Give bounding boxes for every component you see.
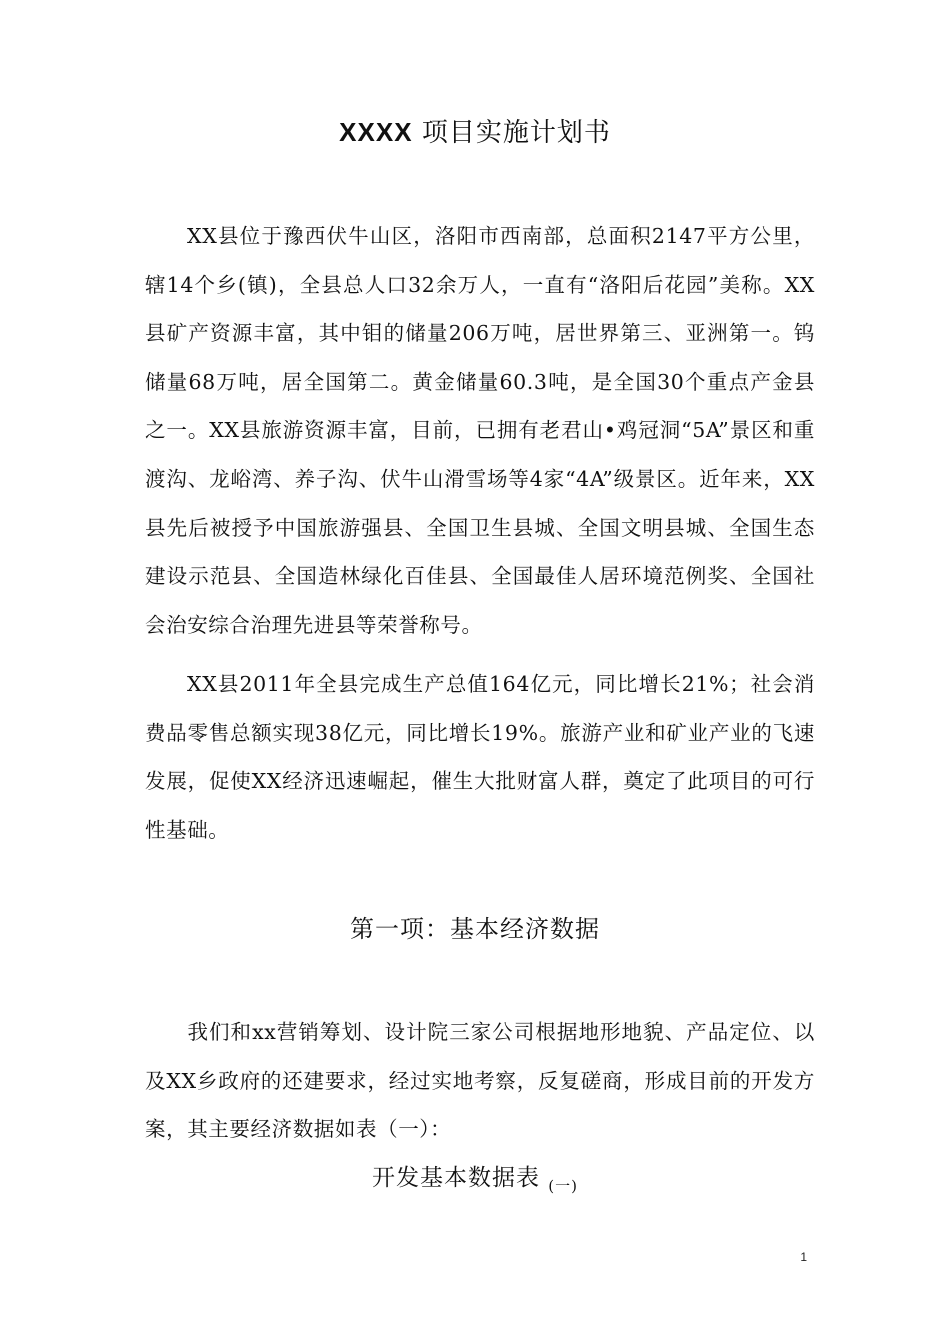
paragraph-county-overview [145, 212, 815, 649]
paragraph-text: XX县位于豫西伏牛山区，洛阳市西南部，总面积2147平方公里，辖14个乡(镇)，全县总人口32余万人，一直有“洛阳后花园”美称。XX县矿产资源丰富，其中钼的储量206万吨，居世界第三、亚洲第一。钨储量68万吨，居全国第二。黄金储量60.3吨，是全国30个重点产金县之一。XX县旅游资源丰富，目前，已拥有老君山•鸡冠洞“5A”景区和重渡沟、龙峪湾、养子沟、伏牛山滑雪场等4家“4A”级景区。近年来，XX县先后被授予中国旅游强县、全国卫生县城、全国文明县城、全国生态建设示范县、全国造林绿化百佳县、全国最佳人居环境范例奖、全国社会治安综合治理先进县等荣誉称号。 [145, 224, 815, 637]
table-caption-suffix: (一) [548, 1177, 579, 1195]
table-caption-text: 开发基本数据表 [371, 1165, 540, 1191]
document-title-text: 项目实施计划书 [421, 118, 611, 148]
paragraph-development-plan [145, 1008, 815, 1154]
paragraph-text: XX县2011年全县完成生产总值164亿元，同比增长21%；社会消费品零售总额实现38亿元，同比增长19%。旅游产业和矿业产业的飞速发展，促使XX经济迅速崛起，催生大批财富人群，奠定了此项目的可行性基础。 [145, 672, 815, 842]
document-title-code: XXXX [339, 117, 413, 147]
section-heading: 第一项：基本经济数据 [350, 915, 600, 943]
paragraph-economy [145, 660, 815, 854]
document-title [0, 114, 950, 151]
paragraph-text: 我们和xx营销筹划、设计院三家公司根据地形地貌、产品定位、以及XX乡政府的还建要求，经过实地考察，反复磋商，形成目前的开发方案，其主要经济数据如表（一）： [145, 1020, 815, 1142]
page-number: 1 [800, 1250, 807, 1264]
table-caption [0, 1160, 950, 1204]
